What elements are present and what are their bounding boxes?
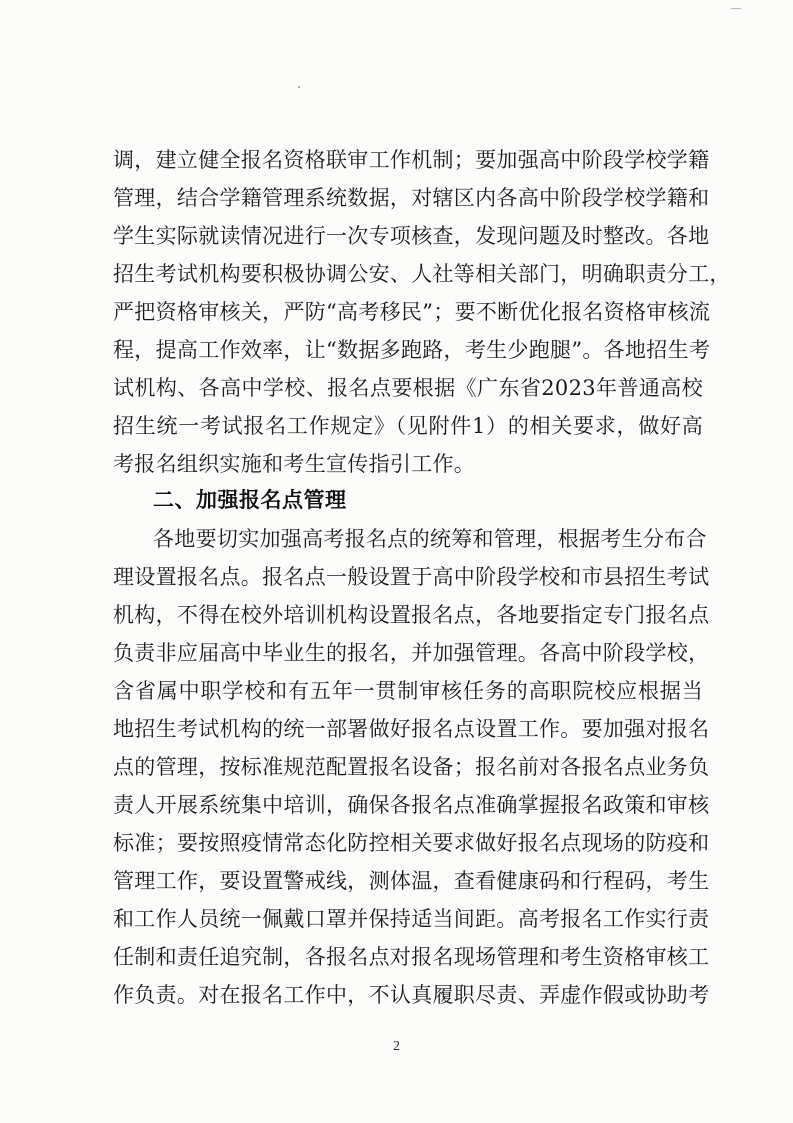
paragraph-2-line-6: 地招生考试机构的统一部署做好报名点设置工作。要加强对报名	[113, 717, 710, 741]
paragraph-2-line-9: 标准；要按照疫情常态化防控相关要求做好报名点现场的防疫和	[113, 831, 710, 855]
scan-speck	[731, 8, 741, 9]
paragraph-2-line-13: 作负责。对在报名工作中，不认真履职尽责、弄虚作假或协助考	[113, 983, 710, 1007]
paragraph-1-line-6: 程，提高工作效率，让“数据多跑路，考生少跑腿”。各地招生考	[113, 338, 711, 362]
paragraph-1-line-2: 管理，结合学籍管理系统数据，对辖区内各高中阶段学校学籍和	[113, 186, 710, 210]
paragraph-2-line-12: 任制和责任追究制，各报名点对报名现场管理和考生资格审核工	[113, 945, 710, 969]
paragraph-2-line-5: 含省属中职学校和有五年一贯制审核任务的高职院校应根据当	[113, 679, 703, 703]
section-heading: 二、加强报名点管理	[153, 488, 347, 512]
paragraph-2-line-10: 管理工作，要设置警戒线，测体温，查看健康码和行程码，考生	[113, 869, 710, 893]
paragraph-2-line-4: 负责非应届高中毕业生的报名，并加强管理。各高中阶段学校，	[113, 641, 710, 665]
paragraph-2-line-7: 点的管理，按标准规范配置报名设备；报名前对各报名点业务负	[113, 755, 710, 779]
paragraph-2-line-8: 责人开展系统集中培训，确保各报名点准确掌握报名政策和审核	[113, 793, 710, 817]
paragraph-1-line-1: 调，建立健全报名资格联审工作机制；要加强高中阶段学校学籍	[113, 148, 710, 172]
paragraph-1-line-9: 考报名组织实施和考生宣传指引工作。	[113, 452, 476, 476]
paragraph-1-line-8: 招生统一考试报名工作规定》（见附件1）的相关要求，做好高	[113, 414, 703, 438]
paragraph-1-line-4: 招生考试机构要积极协调公安、人社等相关部门，明确职责分工，	[113, 262, 731, 286]
paragraph-2-line-1: 各地要切实加强高考报名点的统筹和管理，根据考生分布合	[153, 527, 707, 551]
paragraph-2-line-2: 理设置报名点。报名点一般设置于高中阶段学校和市县招生考试	[113, 565, 710, 589]
paragraph-2-line-3: 机构，不得在校外培训机构设置报名点，各地要指定专门报名点	[113, 603, 710, 627]
page-number: 2	[393, 1039, 400, 1054]
paragraph-1-line-3: 学生实际就读情况进行一次专项核查，发现问题及时整改。各地	[113, 224, 710, 248]
paragraph-2-line-11: 和工作人员统一佩戴口罩并保持适当间距。高考报名工作实行责	[113, 907, 710, 931]
paragraph-1-line-5: 严把资格审核关，严防“高考移民”；要不断优化报名资格审核流	[113, 300, 711, 324]
scan-speck	[298, 86, 300, 88]
paragraph-1-line-7: 试机构、各高中学校、报名点要根据《广东省2023年普通高校	[113, 376, 703, 400]
